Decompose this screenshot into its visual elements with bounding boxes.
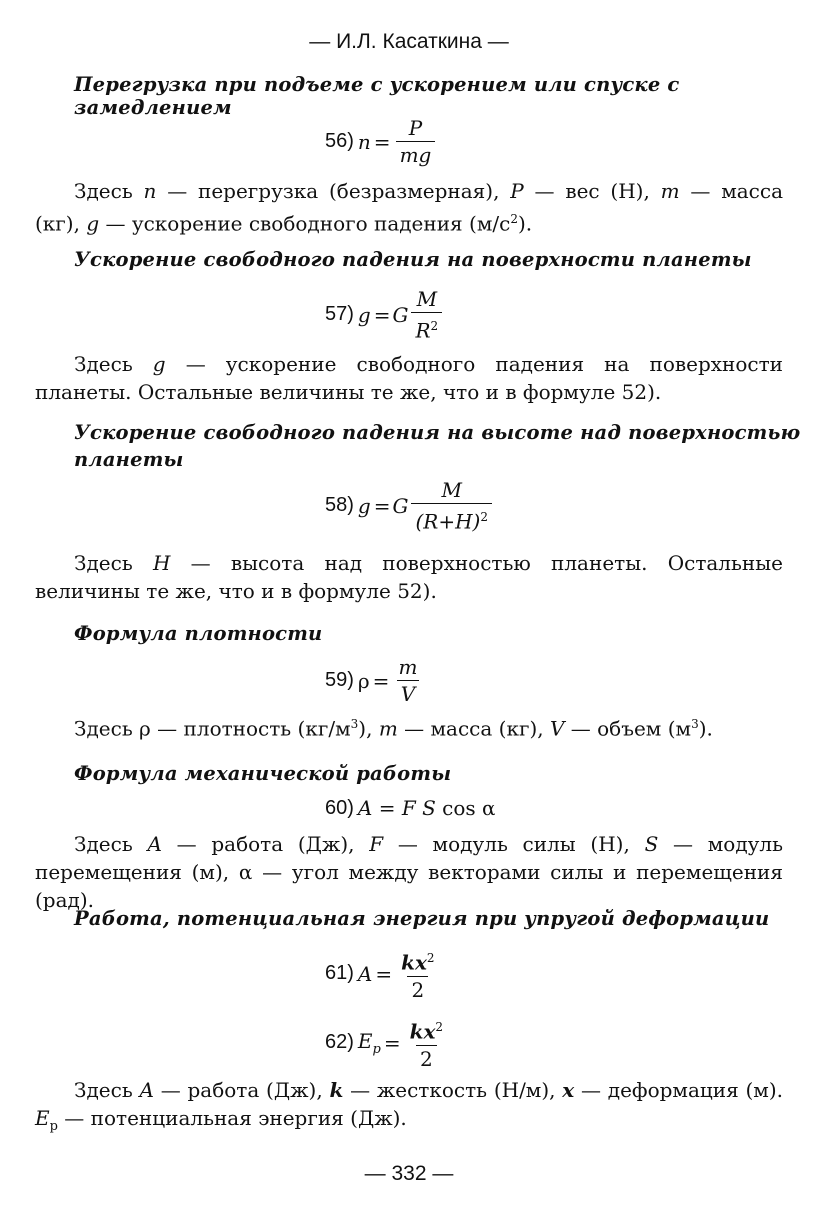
formula-number: 58) [325,494,354,517]
equals-sign: = [373,493,391,518]
formula-59 [325,655,421,706]
section-heading-overload: Перегрузка при подъеме с ускорением или спуске с замедлением [74,73,680,119]
formula-60 [325,796,496,820]
fraction [411,287,442,343]
coefficient: G [392,302,409,327]
description-56: Здесь n — перегрузка (безразмерная), P — вес (Н), m — масса (кг), g — ускорение свободного падения $(м/с^2)$. [35,179,783,236]
denominator: $R^2$ [411,312,442,343]
formula-lhs: A [357,961,373,986]
numerator: P [408,116,423,140]
fraction [397,946,438,1002]
denominator: $(R+H)^2$ [411,503,492,534]
formula-57 [325,287,442,343]
denominator: 2 [416,1045,437,1071]
equals-sign: = [373,129,391,154]
numerator: M [441,478,462,502]
formula-rhs-cos: cos α [435,796,496,820]
formula-61 [325,946,439,1002]
equals-sign: = [383,1030,401,1055]
equals-sign: = [372,668,390,693]
formula-lhs: ρ [357,668,370,693]
formula-56 [325,116,435,167]
equals-sign: = [373,302,391,327]
formula-number: 61) [325,962,354,985]
formula-58 [325,478,492,534]
equals-sign: = [372,796,402,820]
fraction [406,1015,447,1071]
description-57: Здесь g — ускорение свободного падения на поверхности планеты. Остальные величины те же, что и в формуле 52). [35,352,784,404]
description-58: Здесь H — высота над поверхностью планеты. Остальные величины те же, что и в формуле 52). [35,551,783,603]
formula-lhs: g [357,302,371,327]
formula-number: 60) [325,796,354,819]
description-59: Здесь ρ — плотность $(кг/м^3)$, m — масса (кг), V — объем $(м^3)$. [74,716,713,741]
formula-number: 57) [325,303,354,326]
fraction [394,655,421,706]
fraction [411,478,492,534]
denominator: V [397,680,419,706]
section-heading-altitude-gravity-2: планеты [74,448,184,471]
formula-lhs: A [357,796,373,820]
formula-number: 56) [325,130,354,152]
numerator: $kx^2$ [409,1019,444,1044]
equals-sign: = [375,961,393,986]
formula-lhs: g [357,493,371,518]
denominator: mg [396,141,436,167]
formula-rhs-variables: F S [401,796,436,820]
section-heading-surface-gravity: Ускорение свободного падения на поверхности планеты [74,248,752,271]
description-61-62: Здесь A — работа (Дж), k — жесткость (Н/м), x — деформация (м). $E_p$ — потенциальная энергия (Дж). [35,1078,784,1134]
numerator: $kx^2$ [401,950,435,975]
numerator: M [416,287,438,311]
section-heading-density: Формула плотности [74,622,323,645]
coefficient: G [392,493,409,518]
formula-lhs: n [357,129,371,154]
denominator: 2 [407,976,428,1002]
running-header: — И.Л. Касаткина — [309,30,509,53]
numerator: m [398,655,418,679]
formula-number: 62) [325,1031,354,1054]
section-heading-work: Формула механической работы [74,762,452,785]
description-60: Здесь A — работа (Дж), F — модуль силы (Н), S — модуль перемещения (м), α — угол между векторами силы и перемещения (рад). [35,832,784,912]
section-heading-altitude-gravity-1: Ускорение свободного падения на высоте над поверхностью [74,421,801,444]
section-heading-elastic-energy: Работа, потенциальная энергия при упругой деформации [74,907,770,930]
formula-number: 59) [325,669,354,691]
formula-lhs: $E_p$ [357,1028,381,1057]
page-number: — 332 — [364,1162,454,1185]
formula-62 [325,1015,447,1071]
fraction [396,116,436,167]
